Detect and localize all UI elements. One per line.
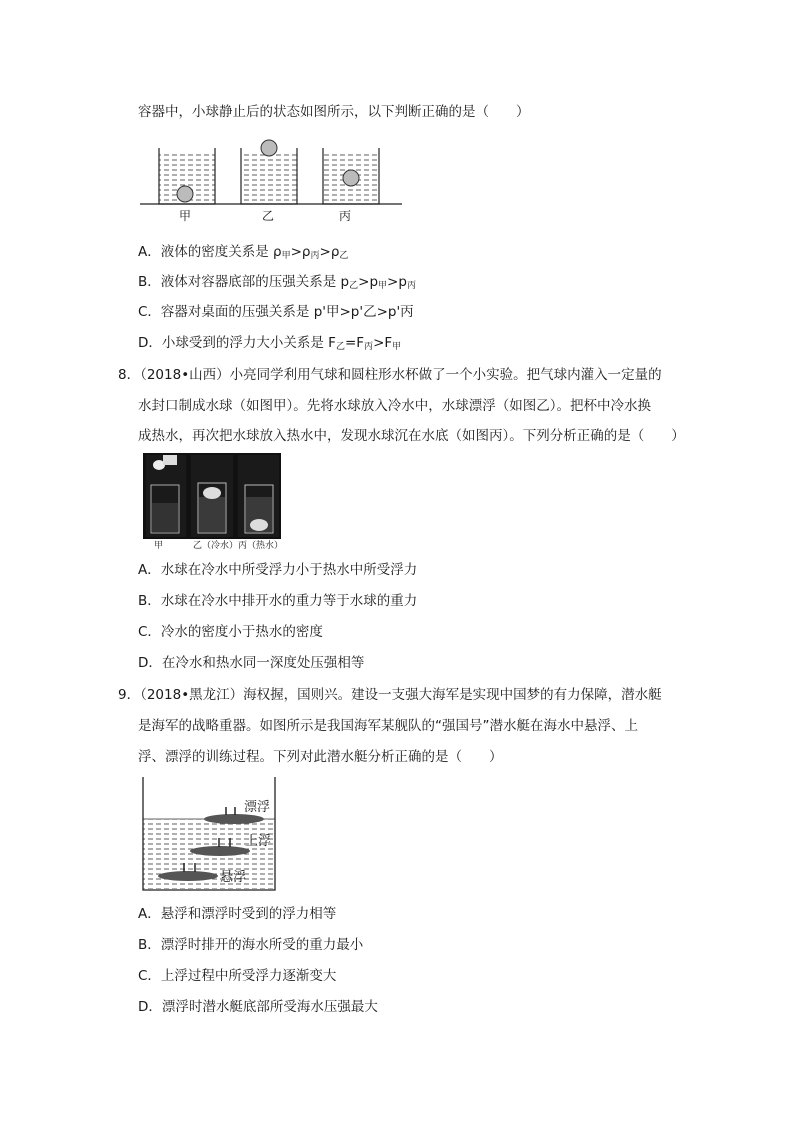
photo-jia	[146, 455, 186, 537]
q7-option-a: A．液体的密度关系是 $\rho_甲>\rho_丙>\rho_乙$	[138, 244, 349, 261]
q8-option-a: A．水球在冷水中所受浮力小于热水中所受浮力	[138, 562, 418, 578]
q8-option-b: B．水球在冷水中排开水的重力等于水球的重力	[138, 593, 418, 609]
q7-option-b: B．液体对容器底部的压强关系是 $p_乙>p_甲>p_丙$	[138, 274, 416, 291]
q7-label-bing: 丙	[339, 209, 352, 223]
q8-caption-yi: 乙（冷水）	[193, 541, 239, 551]
q8-option-c: C．冷水的密度小于热水的密度	[138, 624, 323, 640]
q9-label-rising: 上浮	[245, 834, 272, 849]
q9-label-floating: 漂浮	[244, 800, 271, 815]
q9-label-suspended: 悬浮	[220, 870, 247, 885]
q9-stem-line-3: 浮、漂浮的训练过程。下列对此潜水艇分析正确的是（ ）	[138, 749, 503, 765]
q9-option-b: B．漂浮时排开的海水所受的重力最小	[138, 937, 364, 953]
q7-option-d: D．小球受到的浮力大小关系是 $F_乙=F_丙>F_甲$	[138, 335, 402, 352]
photo-bing	[238, 455, 279, 537]
q7-stem: 容器中，小球静止后的状态如图所示，以下判断正确的是（ ）	[138, 104, 530, 120]
q8-caption-jia: 甲	[154, 541, 164, 551]
q8-stem-line-2: 水封口制成水球（如图甲）。先将水球放入冷水中，水球漂浮（如图乙）。把杯中冷水换	[138, 398, 651, 414]
q9-option-c: C．上浮过程中所受浮力逐渐变大	[138, 968, 337, 984]
container-bing	[323, 148, 379, 204]
q7-option-c: C．容器对桌面的压强关系是 p'甲>p'乙>p'丙	[138, 304, 414, 320]
q7-label-yi: 乙	[262, 209, 275, 223]
q8-caption-bing: 丙（热水）	[238, 541, 284, 551]
q9-stem-line-1: 9．（2018•黑龙江）海权握，国则兴。建设一支强大海军是实现中国梦的有力保障，潜水艇	[118, 687, 662, 703]
q7-label-jia: 甲	[179, 209, 192, 223]
photo-yi	[191, 455, 233, 537]
q9-option-a: A．悬浮和漂浮时受到的浮力相等	[138, 906, 337, 922]
q9-stem-line-2: 是海军的战略重器。如图所示是我国海军某舰队的“强国号”潜水艇在海水中悬浮、上	[138, 718, 638, 734]
q8-option-d: D．在冷水和热水同一深度处压强相等	[138, 655, 365, 671]
q8-stem-line-3: 成热水，再次把水球放入热水中，发现水球沉在水底（如图丙）。下列分析正确的是（ ）	[138, 428, 685, 444]
q9-option-d: D．漂浮时潜水艇底部所受海水压强最大	[138, 999, 378, 1015]
container-jia	[159, 148, 215, 204]
container-yi	[241, 140, 297, 204]
q8-stem-line-1: 8．（2018•山西）小亮同学利用气球和圆柱形水杯做了一个小实验。把气球内灌入一定量的	[118, 367, 662, 383]
